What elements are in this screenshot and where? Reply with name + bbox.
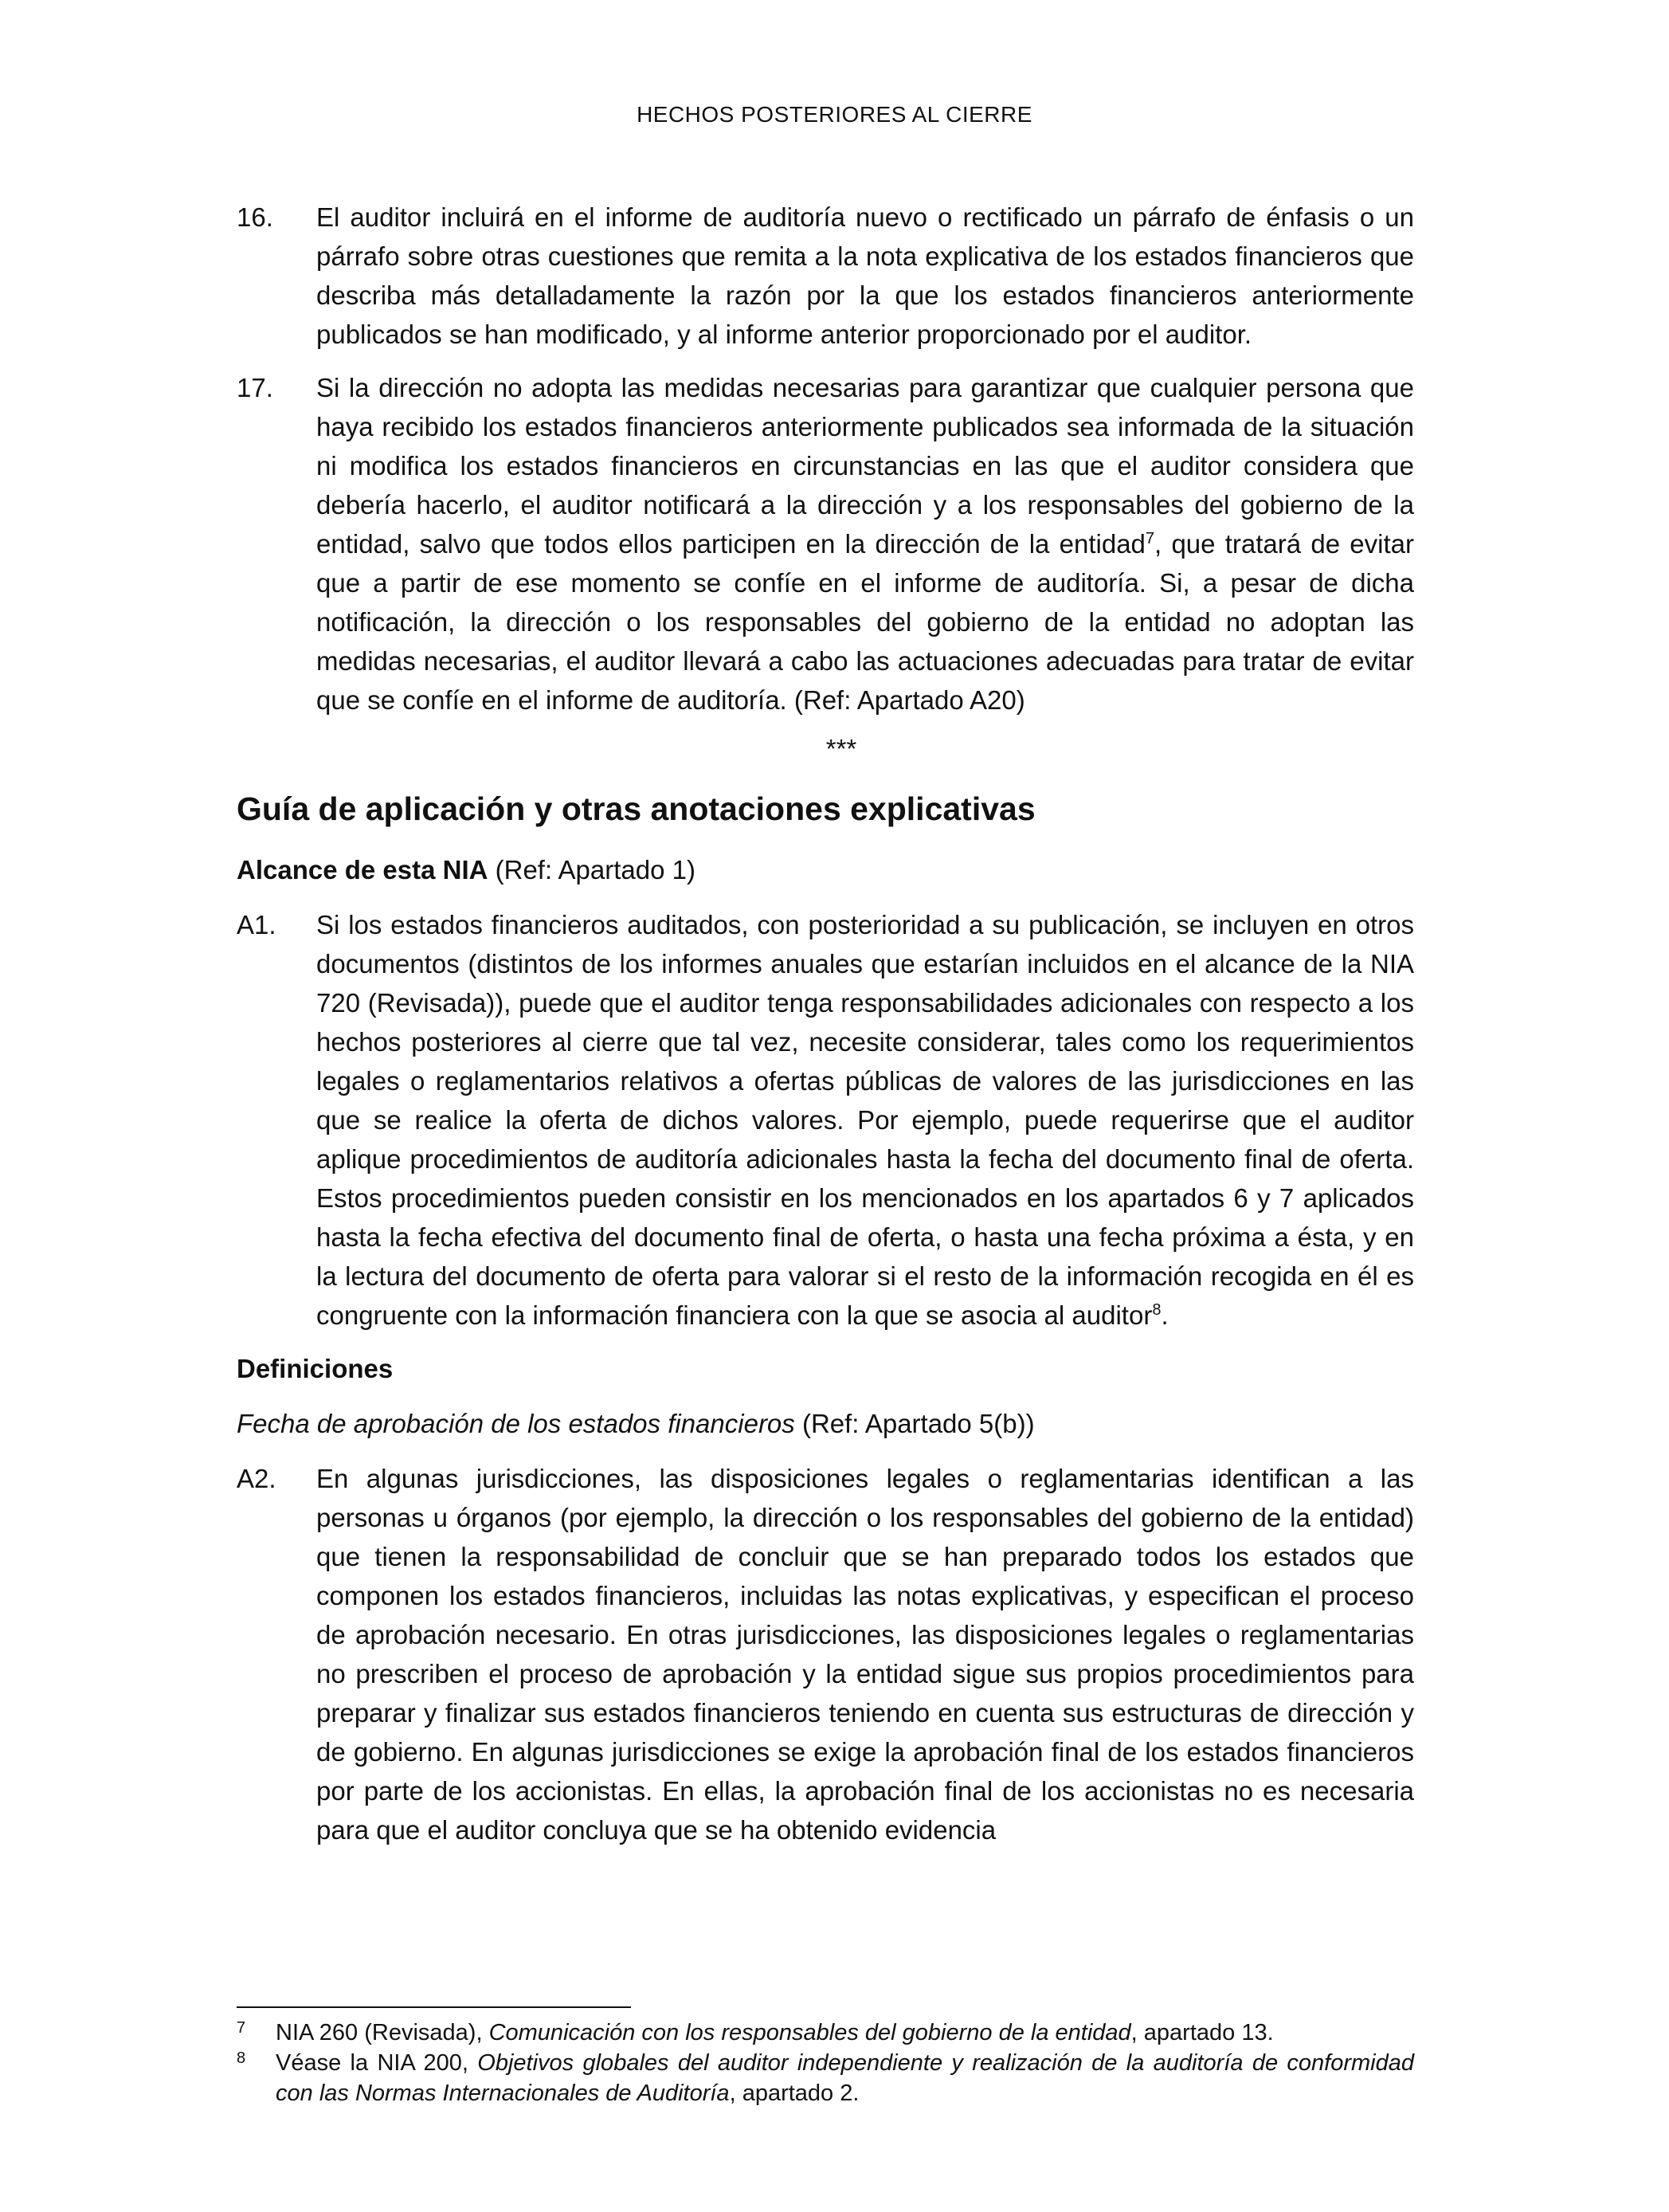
main-content [237,198,1414,1864]
footnotes [237,2006,1414,2108]
footnote-text: Véase la NIA 200, [276,2050,478,2076]
section-separator: *** [825,734,857,763]
paragraph-text: Si la dirección no adopta las medidas necesarias para garantizar que cualquier persona que haya recibido los estados financieros anteriormente publicados sea informada de la situación ni modifica los estados financieros en circunstancias en las que el auditor considera que debería hacerlo, el auditor notificará a la dirección y a los responsables del gobierno de la entidad, salvo que todos ellos participen en la dirección de la entidad [316,373,1414,559]
paragraph-17 [237,368,1414,720]
footnote-text: NIA 260 (Revisada), [276,2020,489,2045]
paragraph-number: A1. [237,910,276,939]
section-title: Guía de aplicación y otras anotaciones explicativas [237,790,1036,827]
footnote-8 [237,2048,1414,2108]
scope-heading-bold: Alcance de esta NIA [237,855,488,884]
paragraph-text-continued: . [1161,1300,1169,1330]
paragraph-number: 16. [237,202,273,232]
paragraph-number: A2. [237,1464,276,1493]
paragraph-text: En algunas jurisdicciones, las disposiciones legales o reglamentarias identifican a las personas u órganos (por ejemplo, la dirección o los responsables del gobierno de la entidad) que tienen la responsabilidad de concluir que se han preparado todos los estados que componen los estados financieros, incluidas las notas explicativas, y especifican el proceso de aprobación necesario. En otras jurisdicciones, las disposiciones legales o reglamentarias no prescriben el proceso de aprobación y la entidad sigue sus propios procedimientos para preparar y finalizar sus estados financieros teniendo en cuenta sus estructuras de dirección y de gobierno. En algunas jurisdicciones se exige la aprobación final de los estados financieros por parte de los accionistas. En ellas, la aprobación final de los accionistas no es necesaria para que el auditor concluya que se ha obtenido evidencia [316,1464,1414,1845]
paragraph-a1 [237,905,1414,1335]
approval-heading-ref: (Ref: Apartado 5(b)) [794,1409,1035,1438]
footnote-divider [237,2006,631,2008]
paragraph-text-continued: , que tratará de evitar que a partir de ese momento se confíe en el informe de auditoría. Si, a pesar de dicha notificación, la dirección o los responsables del gobierno de la entidad no adoptan las medidas necesarias, el auditor llevará a cabo las actuaciones adecuadas para tratar de evitar que se confíe en el informe de auditoría. (Ref: Apartado A20) [316,529,1414,715]
approval-heading-italic: Fecha de aprobación de los estados financieros [237,1409,795,1438]
paragraph-text: Si los estados financieros auditados, con posterioridad a su publicación, se incluyen en otros documentos (distintos de los informes anuales que estarían incluidos en el alcance de la NIA 720 (Revisada)), puede que el auditor tenga responsabilidades adicionales con respecto a los hechos posteriores al cierre que tal vez, necesite considerar, tales como los requerimientos legales o reglamentarios relativos a ofertas públicas de valores de las jurisdicciones en las que se realice la oferta de dichos valores. Por ejemplo, puede requerirse que el auditor aplique procedimientos de auditoría adicionales hasta la fecha del documento final de oferta. Estos procedimientos pueden consistir en los mencionados en los apartados 6 y 7 aplicados hasta la fecha efectiva del documento final de oferta, o hasta una fecha próxima a ésta, y en la lectura del documento de oferta para valorar si el resto de la información recogida en él es congruente con la información financiera con la que se asocia al auditor [316,910,1414,1330]
scope-heading-ref: (Ref: Apartado 1) [488,855,695,884]
running-header: HECHOS POSTERIORES AL CIERRE [637,102,1032,127]
footnote-number: 8 [237,2049,246,2067]
paragraph-text: El auditor incluirá en el informe de auditoría nuevo o rectificado un párrafo de énfasis o un párrafo sobre otras cuestiones que remita a la nota explicativa de los estados financieros que describa más detalladamente la razón por la que los estados financieros anteriormente publicados se han modificado, y al informe anterior proporcionado por el auditor. [316,202,1414,349]
footnote-text-end: , apartado 2. [729,2081,860,2106]
paragraph-a2 [237,1459,1414,1849]
scope-heading [237,850,1414,889]
footnote-7 [237,2018,1414,2048]
footnote-ref-7[interactable]: 7 [1145,530,1155,547]
footnote-title: Comunicación con los responsables del gobierno de la entidad [488,2020,1131,2045]
paragraph-number: 17. [237,373,273,402]
footnote-ref-8[interactable]: 8 [1152,1301,1162,1319]
footnote-title: Objetivos globales del auditor independiente y realización de la auditoría de conformidad con las Normas Internacionales de Auditoría [276,2050,1414,2106]
definitions-heading-text: Definiciones [237,1354,394,1383]
paragraph-16 [237,198,1414,354]
footnote-text-end: , apartado 13. [1130,2020,1274,2045]
approval-date-heading [237,1404,1414,1443]
footnote-number: 7 [237,2019,246,2037]
definitions-heading [237,1349,1414,1388]
